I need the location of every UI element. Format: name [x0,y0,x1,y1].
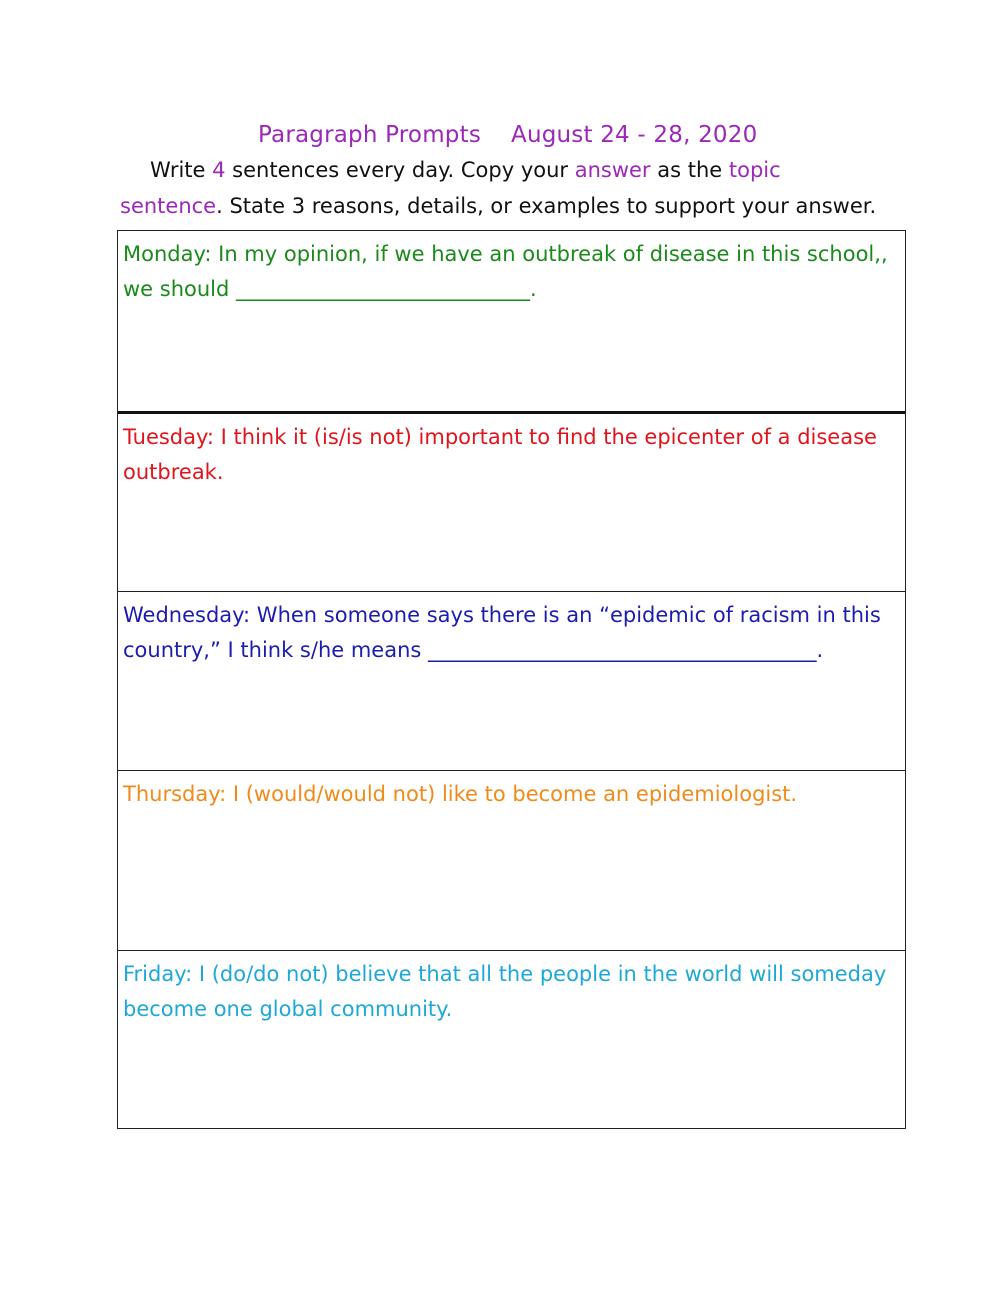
instructions-line-2 [120,194,876,218]
title-text: Paragraph Prompts [258,122,482,148]
prompt-text-monday: Monday: In my opinion, if we have an outbreak of disease in this school,, we should ____________________________. [123,242,888,301]
topic-keyword: topic [728,158,781,182]
instructions-text-3: as the [650,158,729,182]
prompt-text-friday: Friday: I (do/do not) believe that all the people in the world will someday become one global community. [123,962,887,1021]
prompt-table [117,230,906,1129]
sentence-count: 4 [212,158,226,182]
prompt-cell-wednesday[interactable] [118,591,905,770]
page-title [258,122,757,148]
date-range: August 24 - 28, 2020 [511,122,758,148]
prompt-text-wednesday: Wednesday: When someone says there is an “epidemic of racism in this country,” I think s/he means _____________________________________. [123,603,881,662]
prompt-cell-monday[interactable] [118,231,905,411]
instructions-text-1: Write [150,158,213,182]
prompt-text-thursday: Thursday: I (would/would not) like to become an epidemiologist. [123,782,798,806]
answer-keyword: answer [574,158,651,182]
sentence-keyword: sentence [120,194,217,218]
prompt-text-tuesday: Tuesday: I think it (is/is not) important to find the epicenter of a disease outbreak. [123,425,877,484]
prompt-cell-tuesday[interactable] [118,411,905,591]
instructions-line-1 [150,158,781,182]
instructions-text-2: sentences every day. Copy your [225,158,575,182]
prompt-cell-thursday[interactable] [118,770,905,950]
instructions-text-4: . State 3 reasons, details, or examples to support your answer. [216,194,877,218]
prompt-cell-friday[interactable] [118,950,905,1128]
